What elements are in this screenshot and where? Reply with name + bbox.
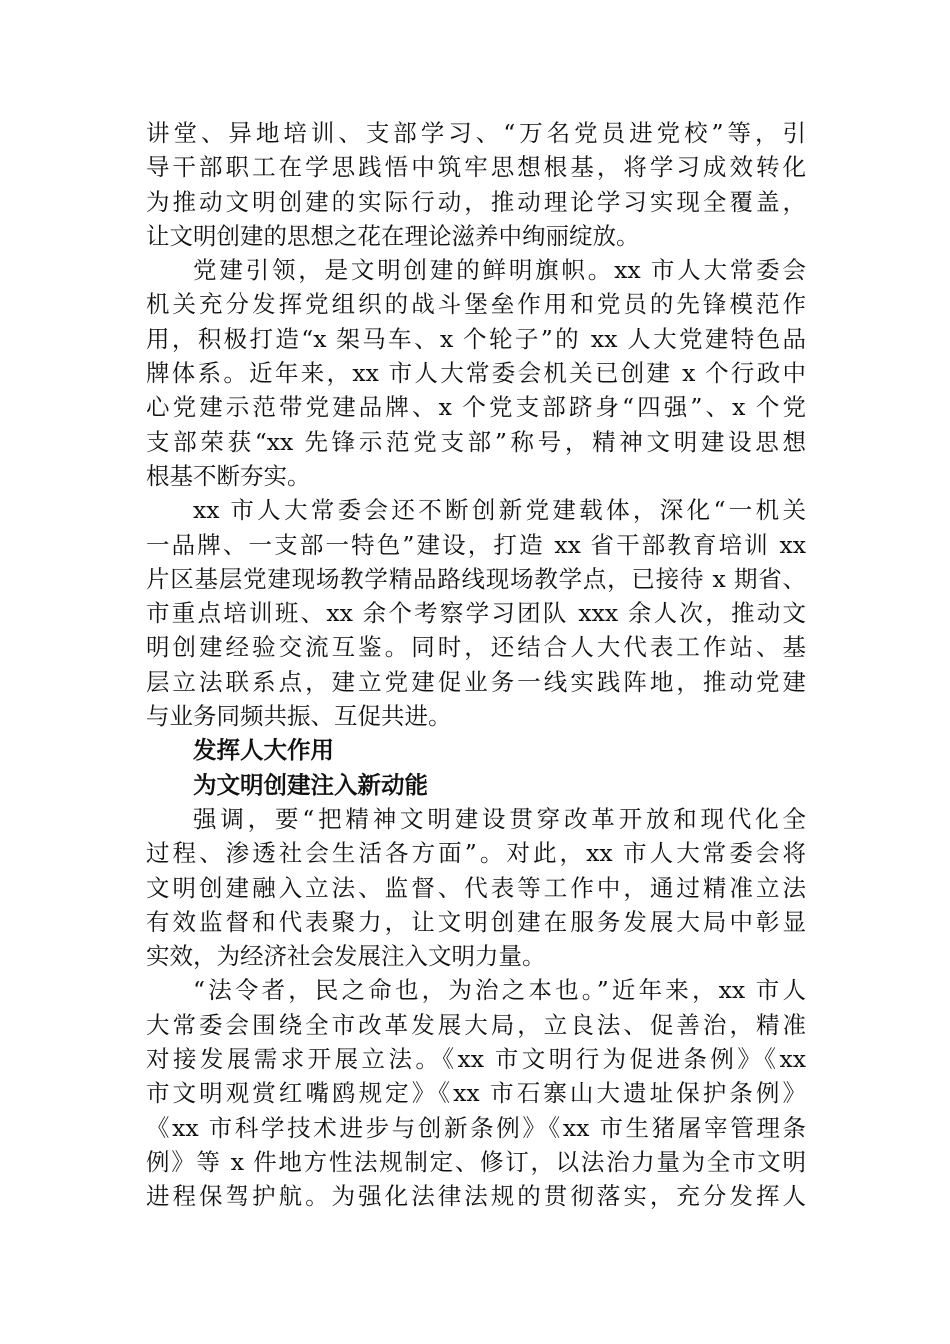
text-line: 导干部职工在学思践悟中筑牢思想根基，将学习成效转化	[146, 153, 806, 182]
text-line: 《xx 市科学技术进步与创新条例》《xx 市生猪屠宰管理条	[146, 1113, 806, 1142]
paragraph-4	[146, 802, 806, 973]
text-line: xx 市人大常委会还不断创新党建载体，深化“一机关	[193, 496, 806, 525]
text-line: 让文明创建的思想之花在理论滋养中绚丽绽放。	[146, 221, 640, 250]
text-line: 大常委会围绕全市改革发展大局，立良法、促善治，精准	[146, 1010, 806, 1039]
text-line: 牌体系。近年来，xx 市人大常委会机关已创建 x 个行政中	[146, 359, 806, 388]
text-line: 机关充分发挥党组织的战斗堡垒作用和党员的先锋模范作	[146, 290, 806, 319]
heading-line-2: 为文明创建注入新动能	[193, 770, 428, 799]
text-line: 为推动文明创建的实际行动，推动理论学习实现全覆盖，	[146, 187, 806, 216]
text-line: 用，积极打造“x 架马车、x 个轮子”的 xx 人大党建特色品	[146, 324, 806, 353]
text-line: 对接发展需求开展立法。《xx 市文明行为促进条例》《xx	[146, 1045, 806, 1074]
text-line: 文明创建融入立法、监督、代表等工作中，通过精准立法	[146, 873, 806, 902]
text-line: 过程、渗透社会生活各方面”。对此，xx 市人大常委会将	[146, 839, 806, 868]
text-line: “法令者，民之命也，为治之本也。”近年来，xx 市人	[193, 976, 806, 1005]
text-line: 例》等 x 件地方性法规制定、修订，以法治力量为全市文明	[146, 1147, 806, 1176]
heading-line-1: 发挥人大作用	[193, 736, 334, 765]
text-line: 一品牌、一支部一特色”建设，打造 xx 省干部教育培训 xx	[146, 530, 806, 559]
text-line: 实效，为经济社会发展注入文明力量。	[146, 942, 546, 971]
text-line: 明创建经验交流互鉴。同时，还结合人大代表工作站、基	[146, 633, 806, 662]
text-line: 心党建示范带党建品牌、x 个党支部跻身“四强”、x 个党	[146, 393, 806, 422]
text-line: 党建引领，是文明创建的鲜明旗帜。xx 市人大常委会	[193, 256, 806, 285]
text-line: 市重点培训班、xx 余个考察学习团队 xxx 余人次，推动文	[146, 599, 806, 628]
paragraph-1	[146, 116, 806, 253]
text-line: 强调，要“把精神文明建设贯穿改革开放和现代化全	[193, 804, 806, 833]
text-line: 层立法联系点，建立党建促业务一线实践阵地，推动党建	[146, 667, 806, 696]
body-text	[146, 116, 806, 1214]
text-line: 与业务同频共振、互促共进。	[146, 702, 452, 731]
text-line: 讲堂、异地培训、支部学习、“万名党员进党校”等，引	[146, 119, 806, 147]
text-line: 支部荣获“xx 先锋示范党支部”称号，精神文明建设思想	[146, 427, 806, 456]
paragraph-5	[146, 973, 806, 1213]
text-line: 进程保驾护航。为强化法律法规的贯彻落实，充分发挥人	[146, 1182, 806, 1211]
text-line: 市文明观赏红嘴鸥规定》《xx 市石寨山大遗址保护条例》	[146, 1079, 806, 1108]
paragraph-2	[146, 253, 806, 493]
text-line: 根基不断夯实。	[146, 461, 311, 490]
text-line: 片区基层党建现场教学精品路线现场教学点，已接待 x 期省、	[146, 564, 806, 593]
section-heading	[146, 733, 806, 802]
text-line: 有效监督和代表聚力，让文明创建在服务发展大局中彰显	[146, 907, 806, 936]
paragraph-3	[146, 493, 806, 733]
